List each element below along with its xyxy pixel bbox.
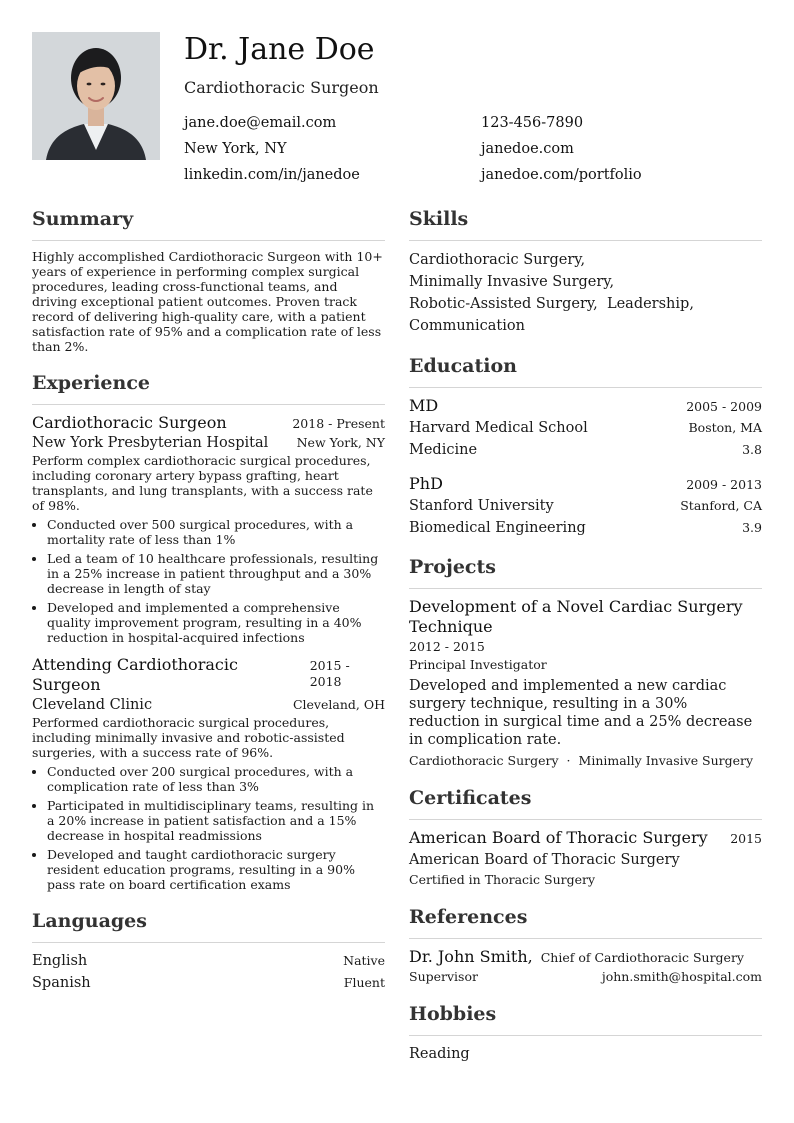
candidate-name: Dr. Jane Doe (184, 32, 375, 67)
edu-dates: 2009 - 2013 (686, 477, 762, 492)
section-divider (409, 588, 762, 589)
certificate-issuer: American Board of Thoracic Surgery (409, 852, 680, 868)
experience-section (32, 370, 385, 892)
reference-position: Chief of Cardiothoracic Surgery (540, 950, 744, 965)
job-dates: 2015 - 2018 (309, 658, 350, 689)
achievement-item: • Participated in multidisciplinary teams, resulting in a 20% increase in patient satisfaction and a 15% decrease in hospital readmissions (47, 798, 385, 843)
contact-phone[interactable]: 123-456-7890 (481, 115, 584, 131)
job-role: Cardiothoracic Surgeon (32, 413, 227, 432)
project-description: Developed and implemented a new cardiac surgery technique, resulting in a 30% reduction in surgical time and a 25% decrease in complication rate. (409, 678, 753, 748)
achievement-item: • Developed and taught cardiothoracic surgery resident education programs, resulting in a 90% pass rate on board certification exams (47, 847, 385, 892)
section-divider (409, 819, 762, 820)
hobby-item: Reading (409, 1046, 470, 1062)
edu-gpa: 3.8 (742, 442, 762, 457)
certificates-section (409, 785, 762, 888)
achievement-item: • Conducted over 200 surgical procedures, with a complication rate of less than 3% (47, 764, 385, 794)
reference-name: Dr. John Smith, (409, 947, 533, 966)
job-description: Perform complex cardiothoracic surgical procedures, including coronary artery bypass grafting, heart transplants, and lung transplants, with a success rate of 98%. (32, 453, 373, 513)
project-dates: 2012 - 2015 (409, 639, 485, 654)
contact-website[interactable]: janedoe.com (481, 141, 574, 157)
skill-item: Minimally Invasive Surgery, (409, 274, 615, 290)
reference-relation: Supervisor (409, 969, 478, 984)
job-organization: Cleveland Clinic (32, 697, 153, 713)
job-location: Cleveland, OH (292, 697, 385, 712)
projects-heading: Projects (409, 556, 496, 578)
reference-email[interactable]: john.smith@hospital.com (601, 969, 762, 984)
skills-section (409, 206, 762, 337)
language-level: Fluent (343, 975, 385, 990)
languages-heading: Languages (32, 910, 147, 932)
projects-section (409, 554, 762, 769)
skill-item: Cardiothoracic Surgery, (409, 252, 586, 268)
job-role: Attending Cardiothoracic Surgeon (32, 655, 238, 694)
right-column (409, 206, 762, 1080)
job-location: New York, NY (296, 435, 385, 450)
skill-item: Leadership, (606, 296, 694, 312)
language-name: English (32, 953, 88, 969)
education-item (409, 396, 762, 460)
skill-item: Robotic-Assisted Surgery, (409, 296, 598, 312)
edu-gpa: 3.9 (742, 520, 762, 535)
contact-email[interactable]: jane.doe@email.com (184, 115, 337, 131)
achievement-item: • Conducted over 500 surgical procedures, with a mortality rate of less than 1% (47, 517, 385, 547)
certificate-name: American Board of Thoracic Surgery (409, 828, 708, 847)
achievement-item: • Developed and implemented a comprehensive quality improvement program, resulting in a 40% reduction in hospital-acquired infections (47, 600, 385, 645)
edu-school: Stanford University (409, 498, 554, 514)
summary-section (32, 206, 385, 354)
languages-section (32, 908, 385, 993)
skills-heading: Skills (409, 208, 469, 230)
section-divider (409, 938, 762, 939)
references-section (409, 904, 762, 985)
certificate-year: 2015 (730, 831, 762, 846)
hobbies-section (409, 1001, 762, 1064)
edu-degree: MD (409, 396, 439, 415)
job-achievements (32, 764, 385, 892)
section-divider (409, 1035, 762, 1036)
edu-field: Medicine (409, 442, 478, 458)
candidate-title: Cardiothoracic Surgeon (184, 78, 379, 97)
keyword-tag: Cardiothoracic Surgery (409, 753, 559, 768)
edu-degree: PhD (409, 474, 443, 493)
contact-linkedin[interactable]: linkedin.com/in/janedoe (184, 167, 360, 183)
project-role: Principal Investigator (409, 657, 547, 672)
edu-school: Harvard Medical School (409, 420, 588, 436)
certificate-description: Certified in Thoracic Surgery (409, 872, 596, 887)
section-divider (32, 404, 385, 405)
summary-text: Highly accomplished Cardiothoracic Surgeon with 10+ years of experience in performing complex surgical procedures, leading cross-functional teams, and driving exceptional patient outcomes. Proven track record of delivering high-quality care, with a patient satisfaction rate of 95% and a complication rate of less than 2%. (32, 249, 383, 354)
keyword-tag: Minimally Invasive Surgery (578, 753, 754, 768)
edu-dates: 2005 - 2009 (686, 399, 762, 414)
project-keywords (409, 753, 762, 769)
skill-item: Communication (409, 318, 525, 334)
contact-portfolio[interactable]: janedoe.com/portfolio (481, 167, 642, 183)
section-divider (32, 240, 385, 241)
language-name: Spanish (32, 975, 91, 991)
education-heading: Education (409, 355, 517, 377)
skills-list (409, 249, 762, 337)
hobbies-heading: Hobbies (409, 1003, 497, 1025)
section-divider (409, 387, 762, 388)
job-organization: New York Presbyterian Hospital (32, 435, 269, 451)
edu-location: Stanford, CA (680, 498, 762, 513)
section-divider (409, 240, 762, 241)
experience-heading: Experience (32, 372, 150, 394)
certificates-heading: Certificates (409, 787, 532, 809)
left-column (32, 206, 385, 1009)
language-level: Native (343, 953, 385, 968)
job-description: Performed cardiothoracic surgical procedures, including minimally invasive and robotic-assisted surgeries, with a success rate of 96%. (32, 715, 345, 760)
edu-location: Boston, MA (688, 420, 762, 435)
summary-heading: Summary (32, 208, 134, 230)
job-dates: 2018 - Present (292, 416, 385, 431)
contact-location: New York, NY (184, 141, 287, 157)
profile-photo (32, 32, 160, 160)
keyword-separator: · (566, 753, 571, 768)
achievement-item: • Led a team of 10 healthcare professionals, resulting in a 25% increase in patient throughput and a 30% decrease in length of stay (47, 551, 385, 596)
education-item (409, 474, 762, 538)
experience-item (32, 413, 385, 645)
experience-item (32, 655, 385, 892)
section-divider (32, 942, 385, 943)
references-heading: References (409, 906, 528, 928)
education-section (409, 353, 762, 538)
job-achievements (32, 517, 385, 645)
edu-field: Biomedical Engineering (409, 520, 586, 536)
project-name: Development of a Novel Cardiac Surgery Technique (409, 597, 743, 636)
